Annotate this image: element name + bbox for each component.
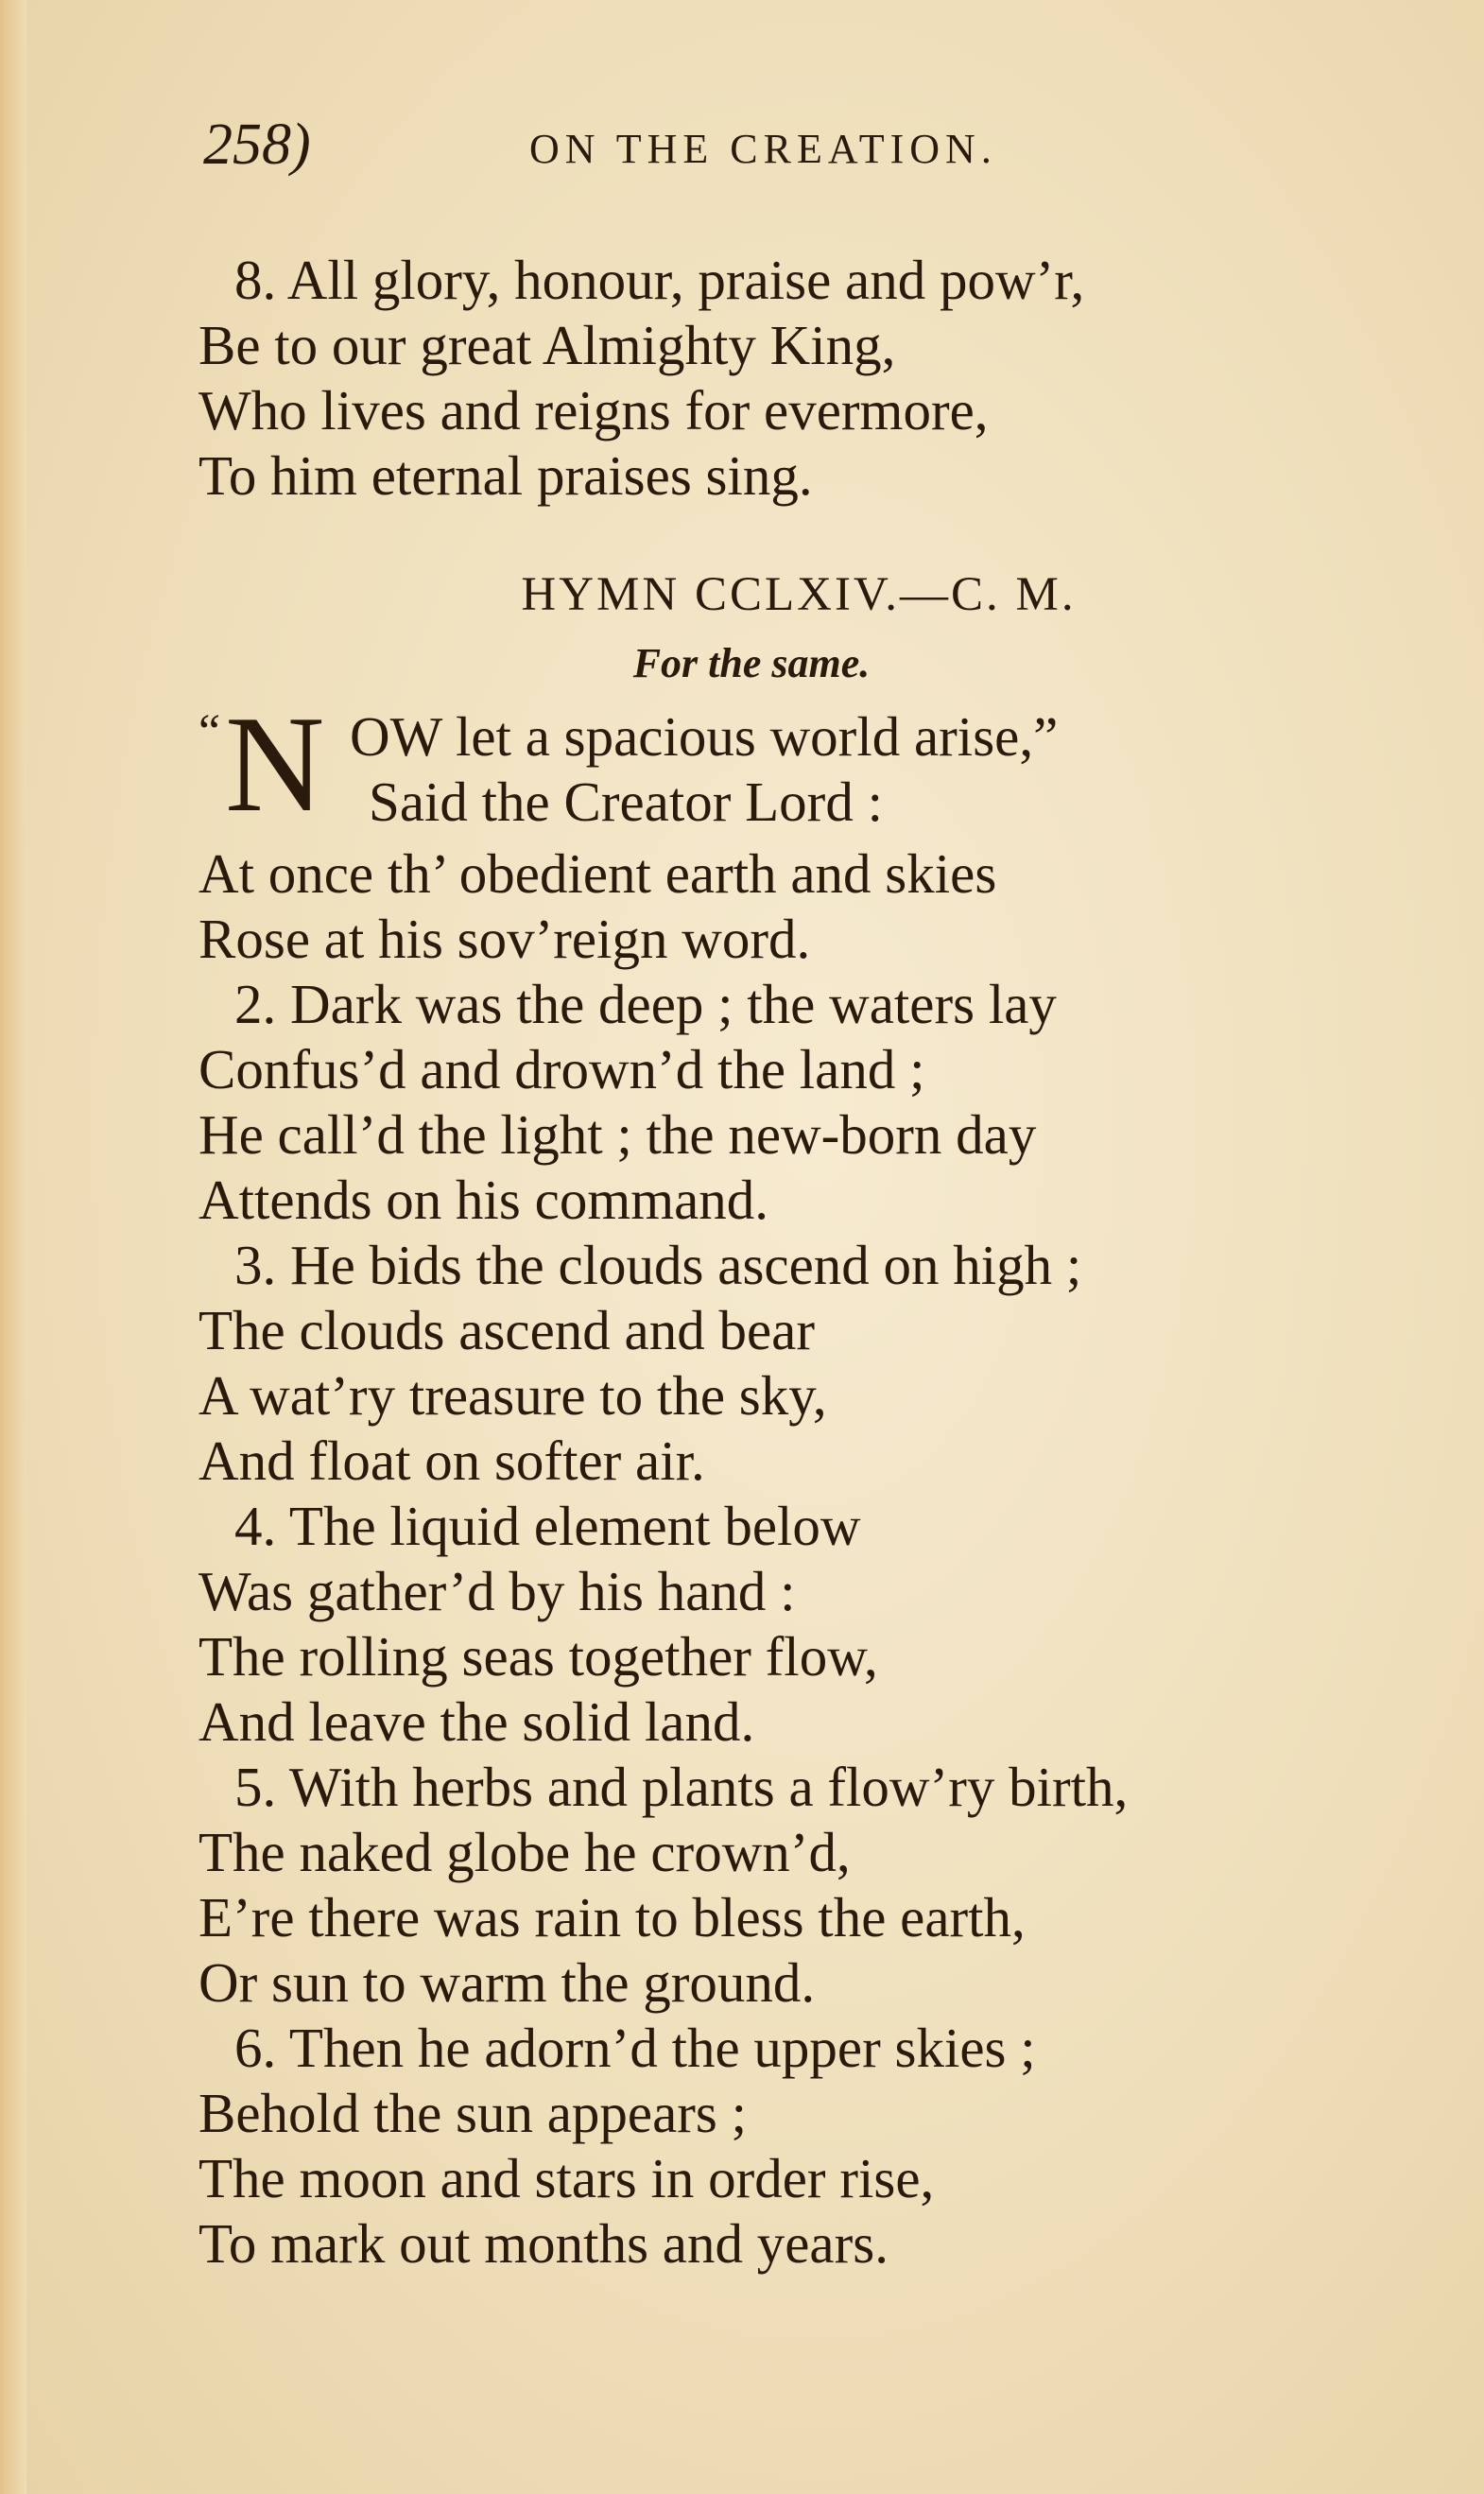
verse-line: Rose at his sov’reign word. [198, 908, 811, 970]
verse-line: To mark out months and years. [198, 2212, 889, 2275]
verse-line: Attends on his command. [198, 1169, 769, 1231]
running-head: ON THE CREATION. [529, 126, 997, 172]
verse-line: At once th’ obedient earth and skies [198, 842, 997, 905]
verse-line: Said the Creator Lord : [369, 771, 883, 833]
verse-line: 3. He bids the clouds ascend on high ; [234, 1234, 1082, 1296]
verse-line: The clouds ascend and bear [198, 1299, 815, 1361]
previous-hymn-verse-8 [198, 248, 1427, 509]
verse-line: Be to our great Almighty King, [198, 314, 896, 376]
page-number: 258) [203, 113, 311, 177]
hymn-stanza-2 [198, 972, 1427, 1233]
verse-line: OW let a spacious world arise,” [350, 705, 1059, 768]
opening-quote: “ [198, 705, 221, 759]
verse-line: He call’d the light ; the new-born day [198, 1103, 1037, 1166]
hymn-stanza-1 [198, 841, 1427, 972]
verse-line: Confus’d and drown’d the land ; [198, 1038, 925, 1100]
verse-line: 6. Then he adorn’d the upper skies ; [234, 2017, 1036, 2079]
verse-line: Was gather’d by his hand : [198, 1560, 796, 1622]
verse-line: To him eternal praises sing. [198, 444, 813, 507]
hymn-stanza-4 [198, 1494, 1427, 1755]
verse-line: 4. The liquid element below [234, 1495, 861, 1557]
hymn-subtitle: For the same. [632, 640, 871, 686]
page-header [203, 112, 1243, 187]
hymn-opening [198, 687, 1427, 840]
verse-line: 2. Dark was the deep ; the waters lay [234, 973, 1057, 1035]
verse-line: A wat’ry treasure to the sky, [198, 1364, 827, 1427]
verse-line: The moon and stars in order rise, [198, 2147, 935, 2209]
verse-line: And leave the solid land. [198, 1690, 755, 1753]
verse-line: Who lives and reigns for evermore, [198, 379, 989, 442]
verse-line: 8. All glory, honour, praise and pow’r, [234, 249, 1085, 311]
hymn-stanza-6 [198, 2016, 1427, 2277]
verse-line: The naked globe he crown’d, [198, 1821, 851, 1883]
verse-line: Behold the sun appears ; [198, 2082, 748, 2144]
verse-line: Or sun to warm the ground. [198, 1951, 816, 2014]
verse-line: The rolling seas together flow, [198, 1625, 878, 1688]
verse-line: And float on softer air. [198, 1429, 705, 1492]
hymn-stanza-3 [198, 1233, 1427, 1494]
verse-line: E’re there was rain to bless the earth, [198, 1886, 1026, 1948]
verse-line: 5. With herbs and plants a flow’ry birth, [234, 1756, 1129, 1818]
drop-cap: N [225, 687, 325, 840]
page-binding-edge [0, 0, 26, 2494]
hymn-stanza-5 [198, 1755, 1427, 2016]
hymn-title: HYMN CCLXIV.—C. M. [521, 568, 1077, 621]
